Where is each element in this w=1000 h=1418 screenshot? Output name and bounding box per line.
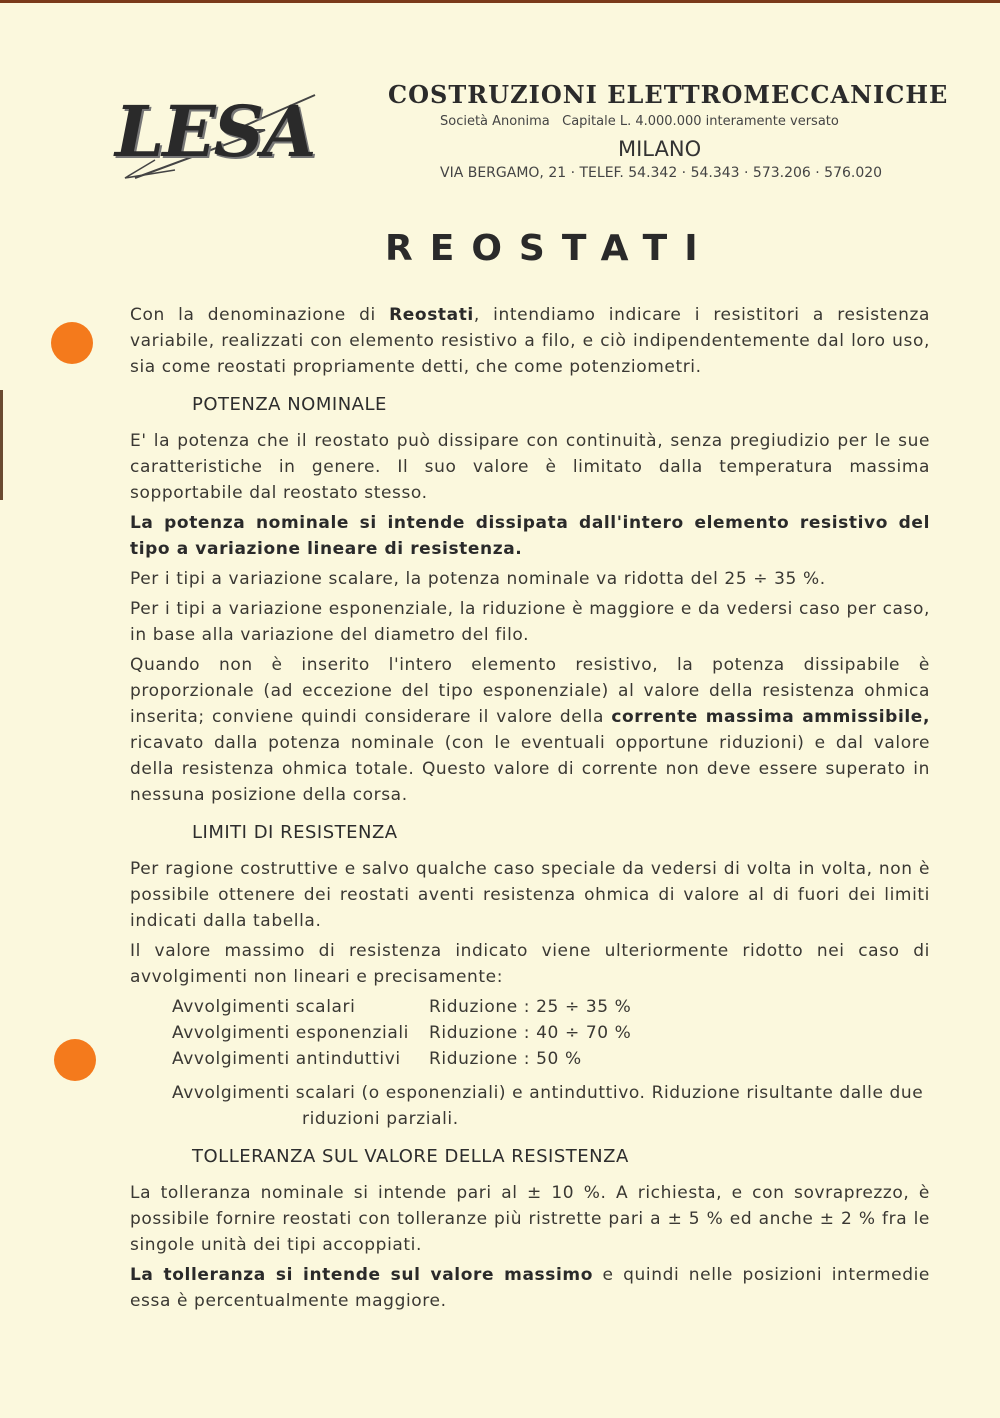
bold-text: La potenza nominale si intende dissipata dall'intero elemento resistivo del tipo a variazione lineare di resistenza. xyxy=(130,513,930,559)
section-heading xyxy=(192,820,930,846)
section-heading xyxy=(192,1144,930,1170)
text: , intendiamo indicare i resistitori a resistenza variabile, realizzati con elemento resistivo a filo, e ciò indipendentemente dal loro uso, sia come reostati propriamente detti, che come potenziometri. xyxy=(130,305,930,377)
paragraph xyxy=(130,428,930,506)
reduction-value: Riduzione : 40 ÷ 70 % xyxy=(429,1023,632,1043)
page-title: REOSTATI xyxy=(385,228,715,269)
paragraph xyxy=(130,596,930,648)
text: Il valore massimo di resistenza indicato viene ulteriormente ridotto nei caso di avvolgimenti non lineari e precisamente: xyxy=(130,941,930,987)
text: e quindi nelle posizioni intermedie essa è percentualmente maggiore. xyxy=(130,1265,930,1311)
text: Per i tipi a variazione esponenziale, la riduzione è maggiore e da vedersi caso per caso, in base alla variazione del diametro del filo. xyxy=(130,599,930,645)
text: La tolleranza nominale si intende pari al ± 10 %. A richiesta, e con sovraprezzo, è possibile fornire reostati con tolleranze più ristrette pari a ± 5 % ed anche ± 2 % fra le singole unità dei tipi accoppiati. xyxy=(130,1183,930,1255)
paragraph xyxy=(130,1180,930,1258)
logo-text: LESA xyxy=(115,90,315,173)
reduction-row xyxy=(172,1020,651,1046)
sections-part-2 xyxy=(130,1144,930,1314)
reduction-table xyxy=(172,994,651,1072)
paragraph xyxy=(130,1262,930,1314)
reduction-note-line2: riduzioni parziali. xyxy=(302,1109,459,1129)
paragraph xyxy=(130,856,930,934)
page-edge xyxy=(0,0,1000,3)
text: LIMITI DI RESISTENZA xyxy=(192,822,398,843)
paragraph xyxy=(130,938,930,990)
reduction-type: Avvolgimenti scalari xyxy=(172,997,356,1017)
reduction-type: Avvolgimenti esponenziali xyxy=(172,1023,410,1043)
reduction-note-line1: Avvolgimenti scalari (o esponenziali) e antinduttivo. Riduzione risultante dalle due xyxy=(172,1083,924,1103)
bold-text: La tolleranza si intende sul valore massimo xyxy=(130,1265,594,1285)
company-subtitle: Società Anonima Capitale L. 4.000.000 interamente versato xyxy=(440,114,839,129)
reduction-type: Avvolgimenti antinduttivi xyxy=(172,1049,401,1069)
page-edge-mark xyxy=(0,390,3,500)
reduction-row xyxy=(172,994,651,1020)
reduction-row xyxy=(172,1046,651,1072)
text: E' la potenza che il reostato può dissipare con continuità, senza pregiudizio per le sue caratteristiche in genere. Il suo valore è limitato dalla temperatura massima sopportabile dal reostato stesso. xyxy=(130,431,930,503)
punch-hole xyxy=(51,322,93,364)
paragraph xyxy=(130,566,930,592)
text: Con la denominazione di xyxy=(130,305,390,325)
text: ricavato dalla potenza nominale (con le eventuali opportune riduzioni) e dal valore della resistenza ohmica totale. Questo valore di corrente non deve essere superato in nessuna posizione della corsa. xyxy=(130,733,930,805)
company-address: VIA BERGAMO, 21 · TELEF. 54.342 · 54.343 · 573.206 · 576.020 xyxy=(440,165,883,181)
company-city: MILANO xyxy=(618,137,702,161)
bold-text: Reostati xyxy=(389,305,474,325)
text: Per ragione costruttive e salvo qualche caso speciale da vedersi di volta in volta, non è possibile ottenere dei reostati aventi resistenza ohmica di valore al di fuori dei limiti indicati dalla tabella. xyxy=(130,859,930,931)
lesa-logo xyxy=(115,90,330,185)
sections-part-1 xyxy=(130,302,930,990)
paragraph xyxy=(130,652,930,808)
text: Per i tipi a variazione scalare, la potenza nominale va ridotta del 25 ÷ 35 %. xyxy=(130,569,826,589)
text: Quando non è inserito l'intero elemento resistivo, la potenza dissipabile è proporzionale (ad eccezione del tipo esponenziale) al valore della resistenza ohmica inserita; conviene quindi considerare il valore della xyxy=(130,655,930,727)
company-name: COSTRUZIONI ELETTROMECCANICHE xyxy=(388,80,949,109)
reduction-note xyxy=(172,1080,930,1132)
document-body xyxy=(130,302,930,1318)
punch-hole xyxy=(54,1039,96,1081)
section-heading xyxy=(192,392,930,418)
reduction-value: Riduzione : 25 ÷ 35 % xyxy=(429,997,632,1017)
paragraph xyxy=(130,510,930,562)
text: POTENZA NOMINALE xyxy=(192,394,387,415)
text: TOLLERANZA SUL VALORE DELLA RESISTENZA xyxy=(192,1146,629,1167)
bold-text: corrente massima ammissibile, xyxy=(611,707,930,727)
paragraph xyxy=(130,302,930,380)
reduction-value: Riduzione : 50 % xyxy=(429,1049,582,1069)
